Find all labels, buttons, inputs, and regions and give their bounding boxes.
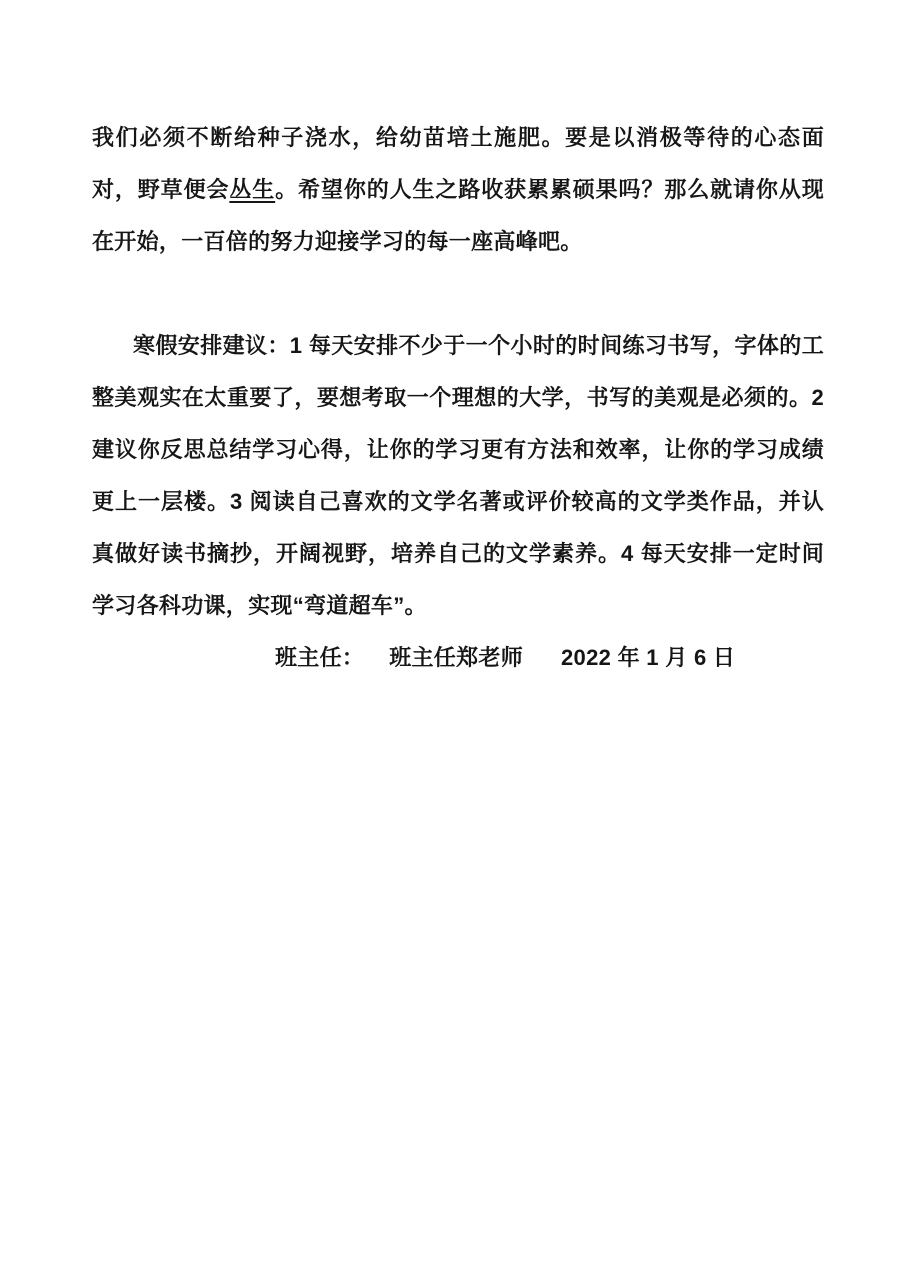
- signature-line: [92, 632, 824, 684]
- text-run: 我们必须不断给种子浇水，给幼苗培土施肥。要是以消极等待的心态面对，野草便会: [92, 125, 824, 202]
- underlined-text: 丛生: [229, 177, 276, 202]
- document-content: [92, 112, 824, 684]
- signature-date: 2022 年 1 月 6 日: [561, 645, 736, 670]
- signature-teacher-name: 班主任郑老师: [389, 645, 524, 670]
- paragraph-vacation-suggestions: 寒假安排建议：1 每天安排不少于一个小时的时间练习书写，字体的工整美观实在太重要了，要想考取一个理想的大学，书写的美观是必须的。2 建议你反思总结学习心得，让你的学习更有方法和效率，让你的学习成绩更上一层楼。3 阅读自己喜欢的文学名著或评价较高的文学类作品，并认真做好读书摘抄，开阔视野，培养自己的文学素养。4 每天安排一定时间学习各科功课，实现“弯道超车”。: [92, 333, 824, 618]
- paragraph-opening: [92, 112, 824, 268]
- signature-role-label: 班主任：: [275, 645, 365, 670]
- text-run: 。希望你的人生之路收获累累硕果吗？那么就请你从现在开始，一百倍的努力迎接学习的每一座高峰吧。: [92, 177, 824, 254]
